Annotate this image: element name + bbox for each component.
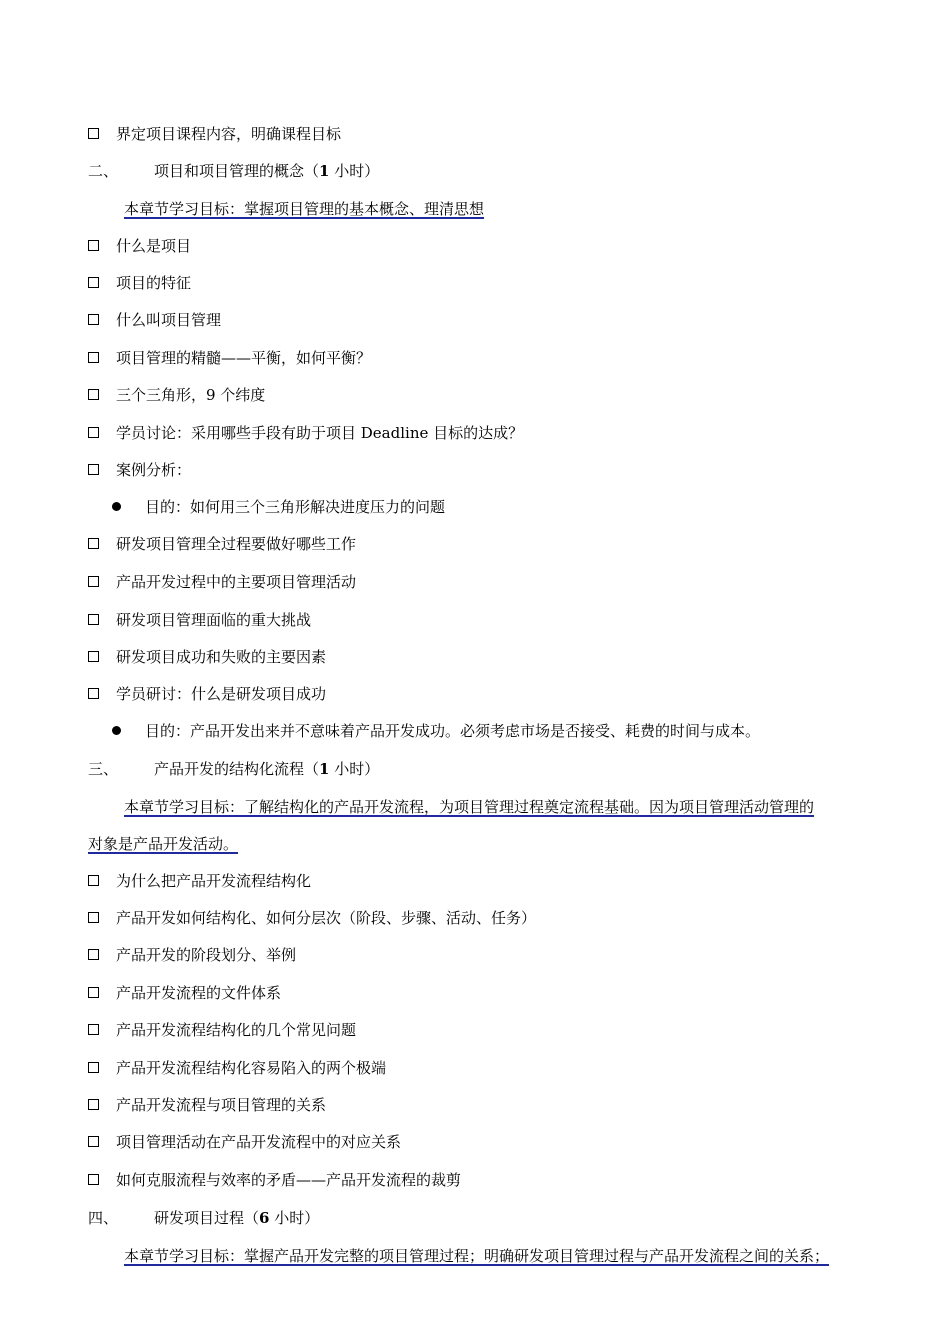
item-text: 项目管理的精髓——平衡，如何平衡？ — [116, 349, 372, 367]
item-text: 产品开发过程中的主要项目管理活动 — [116, 573, 357, 591]
item-text: 产品开发流程结构化的几个常见问题 — [116, 1021, 357, 1039]
item-text: 什么是项目 — [116, 237, 192, 255]
checkbox-square-icon — [88, 614, 99, 625]
checkbox-square-icon — [88, 277, 99, 288]
item-text: 界定项目课程内容，明确课程目标 — [116, 125, 342, 143]
item-text: 案例分析： — [116, 461, 192, 479]
checkbox-square-icon — [88, 538, 99, 549]
item-text: 产品开发流程的文件体系 — [116, 984, 282, 1002]
section-title: 研发项目过程（6 小时） — [154, 1209, 320, 1227]
bullet-dot-icon — [112, 502, 121, 511]
checkbox-square-icon — [88, 314, 99, 325]
section-goal-line2: 对象是产品开发活动。 — [88, 835, 239, 853]
checkbox-square-icon — [88, 128, 99, 139]
item-text: 三个三角形，9 个纬度 — [116, 386, 266, 404]
checkbox-square-icon — [88, 1062, 99, 1073]
section-goal: 本章节学习目标：掌握项目管理的基本概念、理清思想 — [124, 200, 485, 218]
section-number: 四、 — [88, 1209, 119, 1227]
checkbox-square-icon — [88, 949, 99, 960]
item-text: 产品开发如何结构化、如何分层次（阶段、步骤、活动、任务） — [116, 909, 537, 927]
checkbox-square-icon — [88, 688, 99, 699]
section-number: 二、 — [88, 162, 119, 180]
checkbox-square-icon — [88, 1099, 99, 1110]
bullet-dot-icon — [112, 726, 121, 735]
checkbox-square-icon — [88, 464, 99, 475]
checkbox-square-icon — [88, 1024, 99, 1035]
checkbox-square-icon — [88, 389, 99, 400]
section-goal: 本章节学习目标：掌握产品开发完整的项目管理过程；明确研发项目管理过程与产品开发流程之间的关系； — [124, 1247, 830, 1265]
checkbox-square-icon — [88, 875, 99, 886]
checkbox-square-icon — [88, 651, 99, 662]
item-text: 产品开发的阶段划分、举例 — [116, 946, 297, 964]
section-title: 产品开发的结构化流程（1 小时） — [154, 760, 380, 778]
section-goal-line1: 本章节学习目标：了解结构化的产品开发流程，为项目管理过程奠定流程基础。因为项目管理活动管理的 — [124, 798, 815, 816]
item-text: 学员讨论：采用哪些手段有助于项目 Deadline 目标的达成？ — [116, 424, 524, 442]
item-text: 如何克服流程与效率的矛盾——产品开发流程的裁剪 — [116, 1171, 462, 1189]
checkbox-square-icon — [88, 576, 99, 587]
item-text: 为什么把产品开发流程结构化 — [116, 872, 312, 890]
section-number: 三、 — [88, 760, 119, 778]
item-text: 研发项目成功和失败的主要因素 — [116, 648, 327, 666]
checkbox-square-icon — [88, 1136, 99, 1147]
item-text: 项目的特征 — [116, 274, 192, 292]
checkbox-square-icon — [88, 987, 99, 998]
item-text: 研发项目管理全过程要做好哪些工作 — [116, 535, 357, 553]
checkbox-square-icon — [88, 1174, 99, 1185]
checkbox-square-icon — [88, 352, 99, 363]
item-text: 研发项目管理面临的重大挑战 — [116, 611, 312, 629]
bullet-text: 目的：产品开发出来并不意味着产品开发成功。必须考虑市场是否接受、耗费的时间与成本。 — [145, 722, 761, 740]
bullet-text: 目的：如何用三个三角形解决进度压力的问题 — [145, 498, 446, 516]
item-text: 产品开发流程结构化容易陷入的两个极端 — [116, 1059, 387, 1077]
checkbox-square-icon — [88, 912, 99, 923]
checkbox-square-icon — [88, 240, 99, 251]
item-text: 学员研讨：什么是研发项目成功 — [116, 685, 327, 703]
item-text: 什么叫项目管理 — [116, 311, 222, 329]
section-title: 项目和项目管理的概念（1 小时） — [154, 162, 380, 180]
item-text: 产品开发流程与项目管理的关系 — [116, 1096, 327, 1114]
item-text: 项目管理活动在产品开发流程中的对应关系 — [116, 1133, 402, 1151]
checkbox-square-icon — [88, 427, 99, 438]
